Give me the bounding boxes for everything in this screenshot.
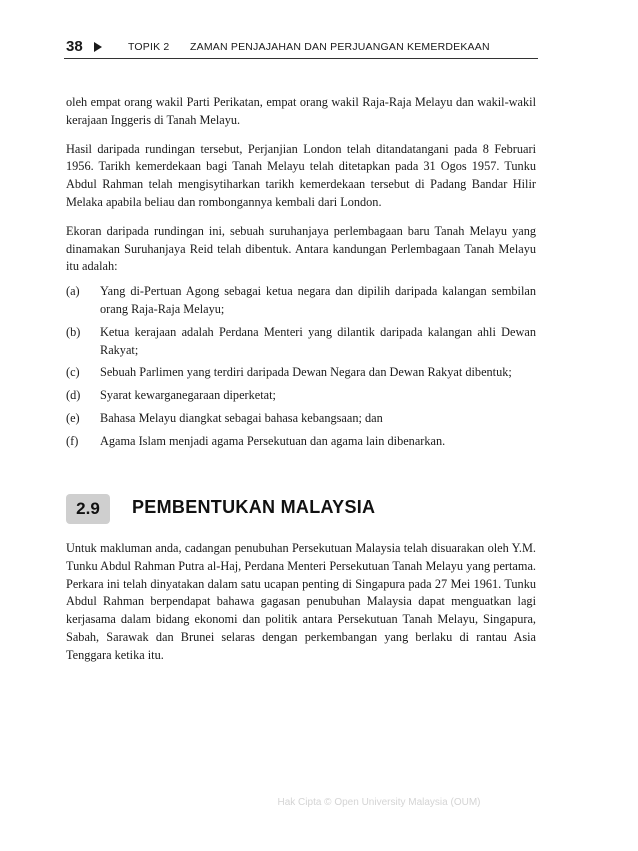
list-item-text: Agama Islam menjadi agama Persekutuan dan agama lain dibenarkan. (100, 433, 446, 448)
paragraph: Hasil daripada rundingan tersebut, Perjanjian London telah ditandatangani pada 8 Februari 1956. Tarikh kemerdekaan bagi Tanah Melayu telah ditetapkan pada 31 Ogos 1957. Tunku Abdul Rahman telah mengisytiharkan tarikh kemerdekaan tersebut di Padang Bandar Hilir Melaka apabila beliau dan rombongannya kembali dari London. (66, 141, 536, 209)
page-header (64, 36, 538, 59)
paragraph: Ekoran daripada rundingan ini, sebuah suruhanjaya perlembagaan baru Tanah Melayu yang dinamakan Suruhanjaya Reid telah dibentuk. Antara kandungan Perlembagaan Tanah Melayu itu adalah: (66, 223, 536, 274)
list-item (66, 324, 536, 360)
paragraph: Untuk makluman anda, cadangan penubuhan Persekutuan Malaysia telah disuarakan oleh Y.M. Tunku Abdul Rahman Putra al-Haj, Perdana Menteri Persekutuan Tanah Melayu yang pertama. Perkara ini telah dinyatakan dalam satu ucapan penting di Singapura pada 27 Mei 1961. Tunku Abdul Rahman berpendapat bahawa gagasan penubuhan Malaysia dapat menguatkan lagi kerjasama dalam bidang ekonomi dan politik antara Persekutuan Tanah Melayu, Singapura, Sabah, Sarawak dan Brunei selaras dengan perkembangan yang berlaku di rantau Asia Tenggara ketika itu. (66, 541, 536, 662)
list-item (66, 433, 536, 451)
page-number: 38 (66, 38, 83, 55)
chapter-title: ZAMAN PENJAJAHAN DAN PERJUANGAN KEMERDEKAAN (190, 41, 490, 53)
list-marker: (a) (66, 284, 80, 299)
arrow-right-icon (94, 42, 102, 52)
list-marker: (b) (66, 324, 81, 339)
list-item (66, 364, 536, 382)
list-item (66, 283, 536, 319)
paragraph: oleh empat orang wakil Parti Perikatan, empat orang wakil Raja-Raja Melayu dan wakil-wakil kerajaan Inggeris di Tanah Melayu. (66, 95, 536, 127)
list-item-text: Bahasa Melayu diangkat sebagai bahasa kebangsaan; dan (100, 410, 383, 425)
copyright-watermark: Hak Cipta © Open University Malaysia (OUM) (277, 797, 481, 808)
list-marker: (f) (66, 433, 79, 448)
topic-label: TOPIK 2 (128, 41, 170, 53)
body-text (66, 94, 536, 456)
list-item (66, 387, 536, 405)
section-title: PEMBENTUKAN MALAYSIA (132, 497, 376, 517)
list-marker: (e) (66, 410, 80, 425)
list-item-text: Syarat kewarganegaraan diperketat; (100, 388, 276, 403)
section-number: 2.9 (66, 494, 110, 524)
list-marker: (c) (66, 365, 80, 380)
section-heading (66, 494, 536, 526)
list-marker: (d) (66, 388, 81, 403)
constitution-list (66, 283, 536, 450)
list-item-text: Ketua kerajaan adalah Perdana Menteri yang dilantik daripada kalangan ahli Dewan Rakyat; (100, 324, 536, 357)
list-item (66, 410, 536, 428)
section-body (66, 540, 536, 665)
list-item-text: Yang di-Pertuan Agong sebagai ketua negara dan dipilih daripada kalangan sembilan orang Raja-Raja Melayu; (100, 284, 536, 316)
list-item-text: Sebuah Parlimen yang terdiri daripada Dewan Negara dan Dewan Rakyat dibentuk; (100, 365, 512, 380)
